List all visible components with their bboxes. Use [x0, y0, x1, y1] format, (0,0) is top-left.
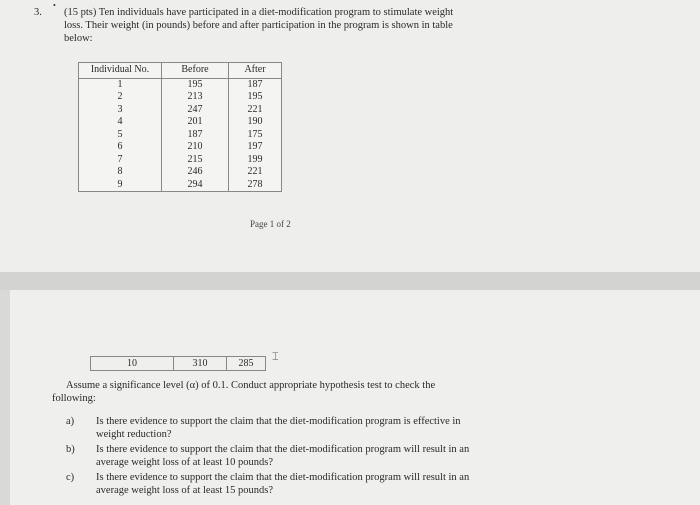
- following-text: following:: [52, 393, 96, 404]
- list-item: [66, 415, 536, 441]
- header-after: After: [229, 63, 282, 79]
- question-line-1: 3. (15 pts) Ten individuals have participated in a diet-modification program to stimulate weight: [34, 7, 454, 18]
- cell-individual: 10: [91, 357, 174, 371]
- table-row: [79, 141, 282, 154]
- table-row: [79, 91, 282, 104]
- cell-after: 175: [229, 129, 282, 142]
- table-continuation: [90, 356, 266, 371]
- question-line-2: loss. Their weight (in pounds) before and after participation in the program is shown in table: [64, 20, 453, 31]
- question-line-3: below:: [64, 33, 93, 44]
- cell-individual: 6: [79, 141, 162, 154]
- cell-before: 187: [162, 129, 229, 142]
- cell-after: 197: [229, 141, 282, 154]
- cell-after: 190: [229, 116, 282, 129]
- cell-before: 195: [162, 78, 229, 91]
- text-cursor-icon: ⌶: [272, 351, 279, 363]
- part-label: b): [66, 444, 75, 455]
- cell-before: 215: [162, 154, 229, 167]
- part-line: average weight loss of at least 15 pounds?: [96, 485, 273, 496]
- page-gap: [0, 272, 700, 290]
- cell-individual: 5: [79, 129, 162, 142]
- part-line: average weight loss of at least 10 pounds?: [96, 457, 273, 468]
- cell-after: 187: [229, 78, 282, 91]
- cell-after: 285: [227, 357, 266, 371]
- list-item: [66, 471, 536, 497]
- part-line: Is there evidence to support the claim that the diet-modification program will result in an: [96, 472, 470, 483]
- cell-before: 294: [162, 179, 229, 192]
- cell-before: 201: [162, 116, 229, 129]
- bullet-mark: •: [53, 1, 56, 10]
- cell-individual: 9: [79, 179, 162, 192]
- cell-individual: 8: [79, 166, 162, 179]
- assumption-text: Assume a significance level (α) of 0.1. Conduct appropriate hypothesis test to check the: [66, 380, 436, 391]
- header-individual: Individual No.: [79, 63, 162, 79]
- table-row: [79, 154, 282, 167]
- cell-before: 246: [162, 166, 229, 179]
- cell-after: 199: [229, 154, 282, 167]
- table-row: [79, 179, 282, 192]
- page-number: Page 1 of 2: [250, 219, 291, 229]
- weight-table: [78, 62, 282, 192]
- part-line: weight reduction?: [96, 429, 172, 440]
- table-row: [79, 78, 282, 91]
- cell-individual: 7: [79, 154, 162, 167]
- part-line: Is there evidence to support the claim that the diet-modification program is effective in: [96, 416, 461, 427]
- cell-individual: 1: [79, 78, 162, 91]
- document-page-2: [10, 290, 700, 505]
- table-row: [79, 129, 282, 142]
- cell-after: 278: [229, 179, 282, 192]
- table-header-row: [79, 63, 282, 79]
- cell-before: 210: [162, 141, 229, 154]
- question-number: 3.: [34, 7, 42, 18]
- cell-after: 195: [229, 91, 282, 104]
- cell-after: 221: [229, 166, 282, 179]
- cell-individual: 2: [79, 91, 162, 104]
- cell-before: 213: [162, 91, 229, 104]
- header-before: Before: [162, 63, 229, 79]
- question-parts: [66, 415, 536, 499]
- list-item: [66, 443, 536, 469]
- table-row: [79, 166, 282, 179]
- table-row: [79, 104, 282, 117]
- cell-before: 247: [162, 104, 229, 117]
- table-row: [79, 116, 282, 129]
- part-line: Is there evidence to support the claim that the diet-modification program will result in an: [96, 444, 470, 455]
- cell-before: 310: [174, 357, 227, 371]
- question-header: [34, 6, 504, 45]
- cell-individual: 4: [79, 116, 162, 129]
- cell-individual: 3: [79, 104, 162, 117]
- table-row: [91, 357, 266, 371]
- cell-after: 221: [229, 104, 282, 117]
- part-label: c): [66, 472, 75, 483]
- part-label: a): [66, 416, 75, 427]
